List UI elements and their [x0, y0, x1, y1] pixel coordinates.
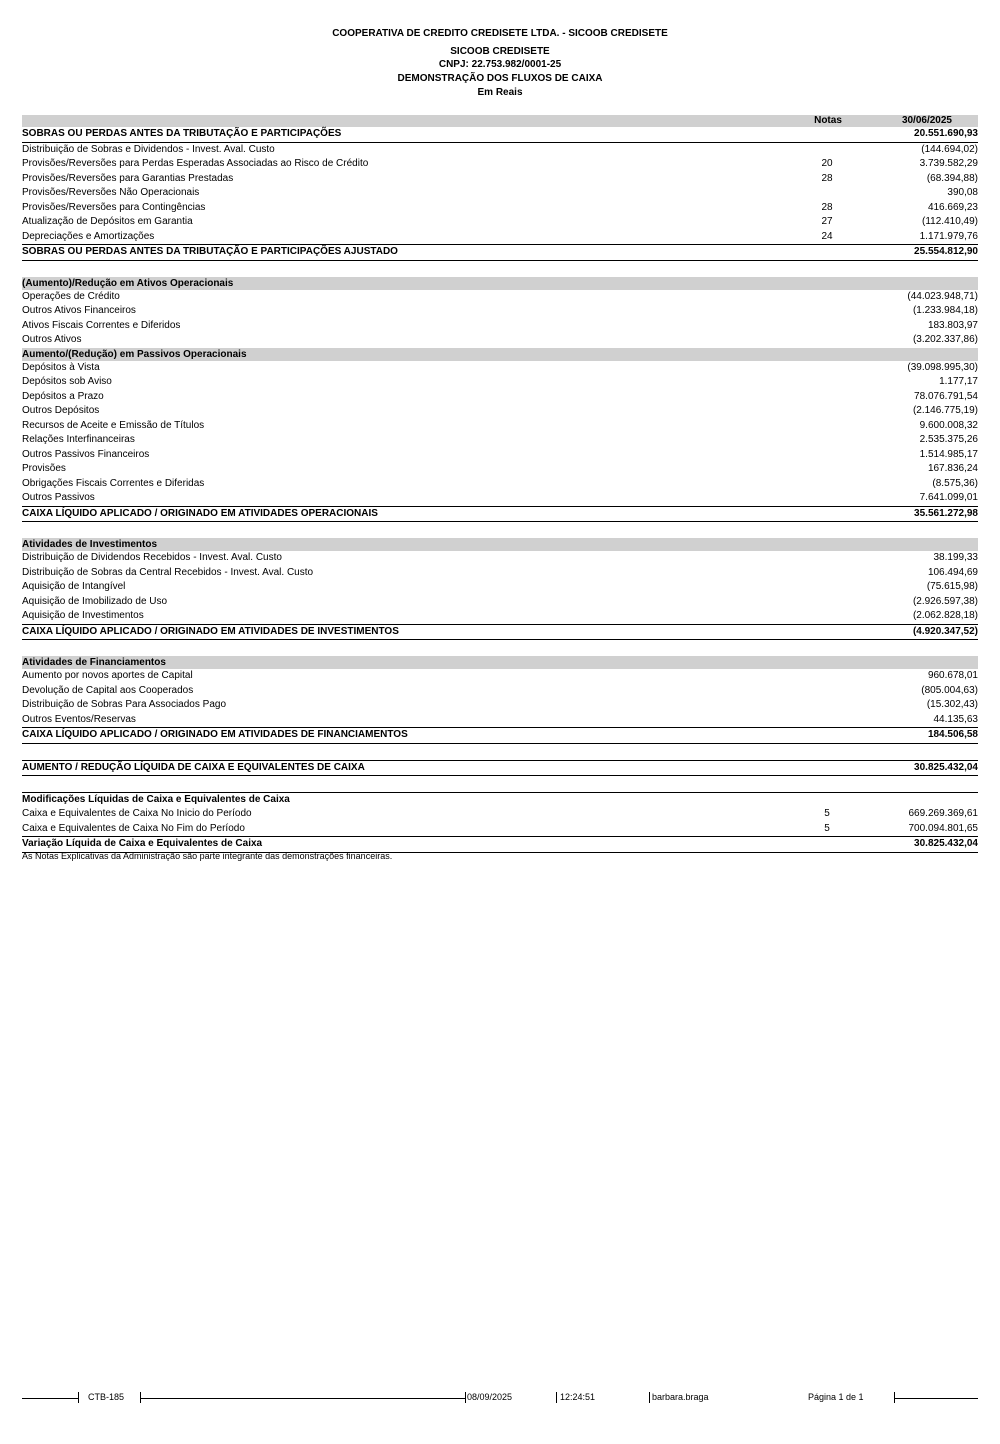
row-label: Aquisição de Investimentos: [22, 610, 144, 621]
footer-time: 12:24:51: [560, 1392, 596, 1402]
row-value: 700.094.801,65: [908, 822, 978, 834]
row-value: 1.514.985,17: [919, 448, 978, 460]
row-value: 44.135,63: [933, 713, 978, 725]
row-label: (Aumento)/Redução em Ativos Operacionais: [22, 277, 234, 289]
footer-rule: [140, 1398, 465, 1399]
line-item-row: [22, 462, 978, 477]
row-value: 78.076.791,54: [914, 390, 978, 402]
row-label: Depósitos a Prazo: [22, 390, 104, 402]
row-label: CAIXA LÍQUIDO APLICADO / ORIGINADO EM ATIVIDADES DE INVESTIMENTOS: [22, 625, 399, 637]
row-label: Variação Líquida de Caixa e Equivalentes de Caixa: [22, 838, 263, 849]
row-value: 20.551.690,93: [914, 128, 978, 139]
row-label: Aquisição de Intangível: [22, 581, 126, 592]
row-note: 28: [821, 201, 833, 213]
line-item-row: [22, 551, 978, 566]
footer-user: barbara.braga: [652, 1392, 709, 1402]
row-label: Aquisição de Imobilizado de Uso: [22, 595, 168, 607]
line-item-row: [22, 375, 978, 390]
line-item-row: [22, 580, 978, 595]
line-item-row: [22, 595, 978, 610]
row-label: Depósitos à Vista: [22, 361, 100, 373]
line-item-row: [22, 433, 978, 448]
row-note: 24: [821, 230, 833, 242]
line-item-row: [22, 290, 978, 305]
page-footer: [22, 1392, 978, 1404]
line-item-row: [22, 477, 978, 492]
row-label: Provisões/Reversões para Perdas Esperadas Associadas ao Risco de Crédito: [22, 158, 369, 169]
row-value: 183.803,97: [927, 319, 978, 331]
line-item-row: [22, 669, 978, 684]
entity-name: SICOOB CREDISETE: [450, 46, 550, 57]
row-label: Depreciações e Amortizações: [22, 230, 155, 242]
row-value: (68.394,88): [926, 172, 978, 184]
row-label: Modificações Líquidas de Caixa e Equivalentes de Caixa: [22, 793, 290, 805]
row-label: SOBRAS OU PERDAS ANTES DA TRIBUTAÇÃO E PARTICIPAÇÕES AJUSTADO: [22, 246, 398, 257]
row-value: 35.561.272,98: [914, 507, 978, 519]
row-value: 1.177,17: [939, 376, 978, 387]
row-label: Operações de Crédito: [22, 290, 120, 302]
row-label: Outros Ativos Financeiros: [22, 305, 136, 316]
row-label: Caixa e Equivalentes de Caixa No Fim do Período: [22, 822, 245, 834]
row-label: Outros Passivos Financeiros: [22, 448, 150, 460]
company-name: COOPERATIVA DE CREDITO CREDISETE LTDA. - SICOOB CREDISETE: [332, 28, 668, 39]
line-item-row: [22, 609, 978, 624]
line-item-row: [22, 333, 978, 348]
footer-rule: [894, 1398, 978, 1399]
row-value: (144.694,02): [921, 143, 978, 155]
line-item-row: [22, 143, 978, 158]
footnote: As Notas Explicativas da Administração são parte integrante das demonstrações financeiras.: [22, 851, 393, 861]
row-spacer: [22, 522, 978, 538]
headline-row: [22, 127, 978, 143]
line-item-row: [22, 684, 978, 699]
row-label: Obrigações Fiscais Correntes e Diferidas: [22, 477, 205, 489]
total-row: [22, 727, 978, 744]
row-label: Outros Ativos: [22, 334, 82, 345]
row-spacer: [22, 640, 978, 656]
line-item-row: [22, 807, 978, 822]
footer-rule: [22, 1398, 78, 1399]
line-item-row: [22, 172, 978, 187]
row-value: 25.554.812,90: [914, 246, 978, 257]
footer-tick: [556, 1392, 557, 1403]
row-label: Atualização de Depósitos em Garantia: [22, 216, 193, 227]
row-value: 1.171.979,76: [919, 230, 978, 242]
row-label: Caixa e Equivalentes de Caixa No Inicio do Período: [22, 808, 252, 819]
row-label: Relações Interfinanceiras: [22, 434, 135, 445]
cnpj: CNPJ: 22.753.982/0001-25: [438, 59, 562, 70]
section-header-row: [22, 792, 978, 808]
row-note: 20: [821, 158, 833, 169]
row-label: CAIXA LÍQUIDO APLICADO / ORIGINADO EM ATIVIDADES OPERACIONAIS: [22, 507, 378, 519]
column-header-row: [22, 115, 978, 127]
row-label: Distribuição de Dividendos Recebidos - Invest. Aval. Custo: [22, 552, 282, 563]
line-item-row: [22, 419, 978, 434]
row-value: (39.098.995,30): [907, 361, 978, 373]
row-label: Atividades de Financiamentos: [22, 657, 166, 668]
row-label: SOBRAS OU PERDAS ANTES DA TRIBUTAÇÃO E PARTICIPAÇÕES: [22, 128, 342, 139]
net-change-row: [22, 760, 978, 776]
line-item-row: [22, 361, 978, 376]
row-label: Aumento por novos aportes de Capital: [22, 670, 193, 681]
notes-column-header: Notas: [814, 115, 842, 126]
report-title: DEMONSTRAÇÃO DOS FLUXOS DE CAIXA: [397, 73, 603, 84]
footer-report-code: CTB-185: [88, 1392, 125, 1402]
row-note: 5: [824, 808, 830, 819]
row-value: (4.920.347,52): [912, 625, 978, 637]
cash-flow-table: [22, 115, 978, 853]
total-row: [22, 624, 978, 641]
row-value: (3.202.337,86): [912, 334, 978, 345]
row-value: (15.302,43): [926, 699, 978, 710]
row-label: Recursos de Aceite e Emissão de Títulos: [22, 419, 205, 431]
line-item-row: [22, 404, 978, 419]
row-label: Provisões: [22, 463, 66, 474]
row-value: (805.004,63): [921, 684, 978, 696]
row-value: (2.062.828,18): [912, 610, 978, 621]
row-label: Provisões/Reversões Não Operacionais: [22, 187, 200, 198]
row-value: (44.023.948,71): [907, 290, 978, 302]
currency-label: Em Reais: [477, 87, 523, 98]
row-value: (2.146.775,19): [912, 405, 978, 416]
row-spacer: [22, 261, 978, 277]
total-row: [22, 506, 978, 523]
section-header-row: [22, 277, 978, 290]
row-value: 38.199,33: [933, 552, 978, 563]
total-row: [22, 244, 978, 261]
line-item-row: [22, 157, 978, 172]
line-item-row: [22, 448, 978, 463]
footer-page-number: Página 1 de 1: [808, 1392, 864, 1402]
row-spacer: [22, 744, 978, 760]
row-label: Aumento/(Redução) em Passivos Operacionais: [22, 348, 247, 360]
row-value: (75.615,98): [926, 581, 978, 592]
row-label: Provisões/Reversões para Contingências: [22, 201, 206, 213]
row-label: Distribuição de Sobras e Dividendos - Invest. Aval. Custo: [22, 143, 275, 155]
row-label: Depósitos sob Aviso: [22, 376, 112, 387]
row-value: 167.836,24: [927, 463, 978, 474]
row-value: 669.269.369,61: [908, 808, 978, 819]
date-column-header: 30/06/2025: [901, 115, 952, 126]
footer-date: 08/09/2025: [467, 1392, 513, 1402]
row-value: 106.494,69: [927, 566, 978, 578]
row-label: Outros Passivos: [22, 492, 95, 503]
row-label: AUMENTO / REDUÇÃO LÍQUIDA DE CAIXA E EQUIVALENTES DE CAIXA: [22, 761, 365, 773]
footer-tick: [649, 1392, 650, 1403]
line-item-row: [22, 822, 978, 837]
row-value: 416.669,23: [927, 201, 978, 213]
section-header-row: [22, 656, 978, 669]
row-label: Atividades de Investimentos: [22, 539, 158, 550]
line-item-row: [22, 390, 978, 405]
line-item-row: [22, 201, 978, 216]
row-note: 5: [824, 822, 830, 834]
footer-tick: [465, 1392, 466, 1403]
section-header-row: [22, 348, 978, 361]
line-item-row: [22, 215, 978, 230]
row-note: 27: [821, 216, 833, 227]
row-spacer: [22, 776, 978, 792]
row-value: (112.410,49): [922, 216, 978, 227]
line-item-row: [22, 698, 978, 713]
line-item-row: [22, 566, 978, 581]
row-value: 2.535.375,26: [919, 434, 978, 445]
line-item-row: [22, 230, 978, 245]
row-value: 30.825.432,04: [914, 838, 978, 849]
row-label: Outros Depósitos: [22, 405, 100, 416]
line-item-row: [22, 319, 978, 334]
footer-tick: [78, 1392, 79, 1403]
row-label: Ativos Fiscais Correntes e Diferidos: [22, 319, 181, 331]
row-label: CAIXA LÍQUIDO APLICADO / ORIGINADO EM ATIVIDADES DE FINANCIAMENTOS: [22, 729, 408, 740]
row-value: (2.926.597,38): [912, 595, 978, 607]
row-value: 3.739.582,29: [919, 158, 978, 169]
row-label: Distribuição de Sobras da Central Recebidos - Invest. Aval. Custo: [22, 566, 314, 578]
section-header-row: [22, 538, 978, 551]
row-value: 9.600.008,32: [919, 419, 978, 431]
row-value: (1.233.984,18): [912, 305, 978, 316]
row-value: 184.506,58: [927, 729, 978, 740]
line-item-row: [22, 713, 978, 728]
row-label: Distribuição de Sobras Para Associados Pago: [22, 699, 227, 710]
line-item-row: [22, 186, 978, 201]
line-item-row: [22, 304, 978, 319]
row-value: 390,08: [947, 187, 978, 198]
row-label: Devolução de Capital aos Cooperados: [22, 684, 194, 696]
row-value: 960.678,01: [927, 670, 978, 681]
line-item-row: [22, 491, 978, 506]
row-value: 7.641.099,01: [919, 492, 978, 503]
row-label: Provisões/Reversões para Garantias Prestadas: [22, 172, 234, 184]
row-value: 30.825.432,04: [914, 761, 978, 773]
row-value: (8.575,36): [932, 477, 978, 489]
row-note: 28: [821, 172, 833, 184]
row-label: Outros Eventos/Reservas: [22, 713, 136, 725]
